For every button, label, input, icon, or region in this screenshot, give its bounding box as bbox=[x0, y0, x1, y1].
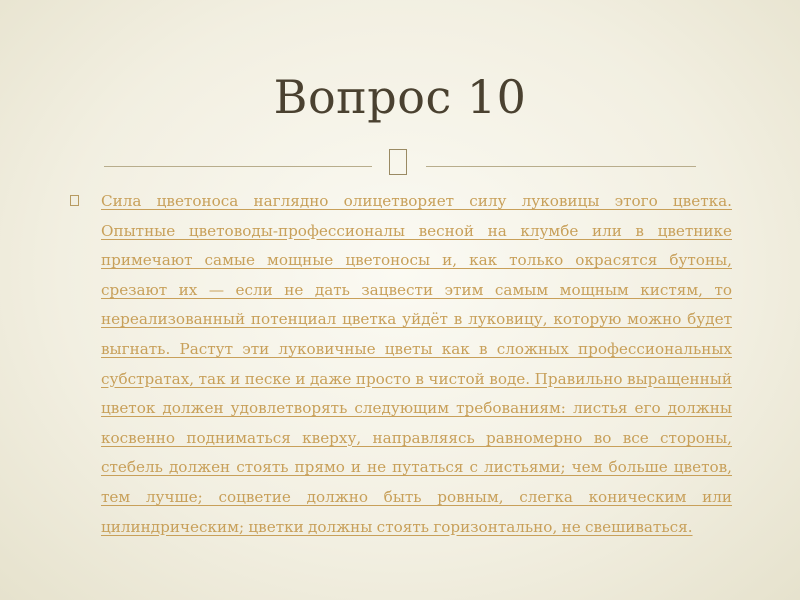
divider-right bbox=[426, 166, 696, 167]
body-paragraph[interactable]: Сила цветоноса наглядно олицетворяет силу луковицы этого цветка. Опытные цветоводы-профессионалы весной на клумбе или в цветнике примечают самые мощные цветоносы и, как только окрасятся бутоны, срезают их — если не дать зацвести этим самым мощным кистям, то нереализованный потенциал цветка уйдёт в луковицу, которую можно будет выгнать. Растут эти луковичные цветы как в сложных профессиональных субстратах, так и песке и даже просто в чистой воде. Правильно выращенный цветок должен удовлетворять следующим требованиям: листья его должны косвенно подниматься кверху, направляясь равномерно во все стороны, стебель должен стоять прямо и не путаться с листьями; чем больше цветов, тем лучше; соцветие должно быть ровным, слегка коническим или цилиндрическим; цветки должны стоять горизонтально, не свешиваться. bbox=[101, 192, 732, 536]
divider-left bbox=[104, 166, 372, 167]
ornament-icon bbox=[381, 142, 415, 182]
square-bullet-icon bbox=[70, 195, 79, 206]
slide-title: Вопрос 10 bbox=[273, 70, 527, 124]
